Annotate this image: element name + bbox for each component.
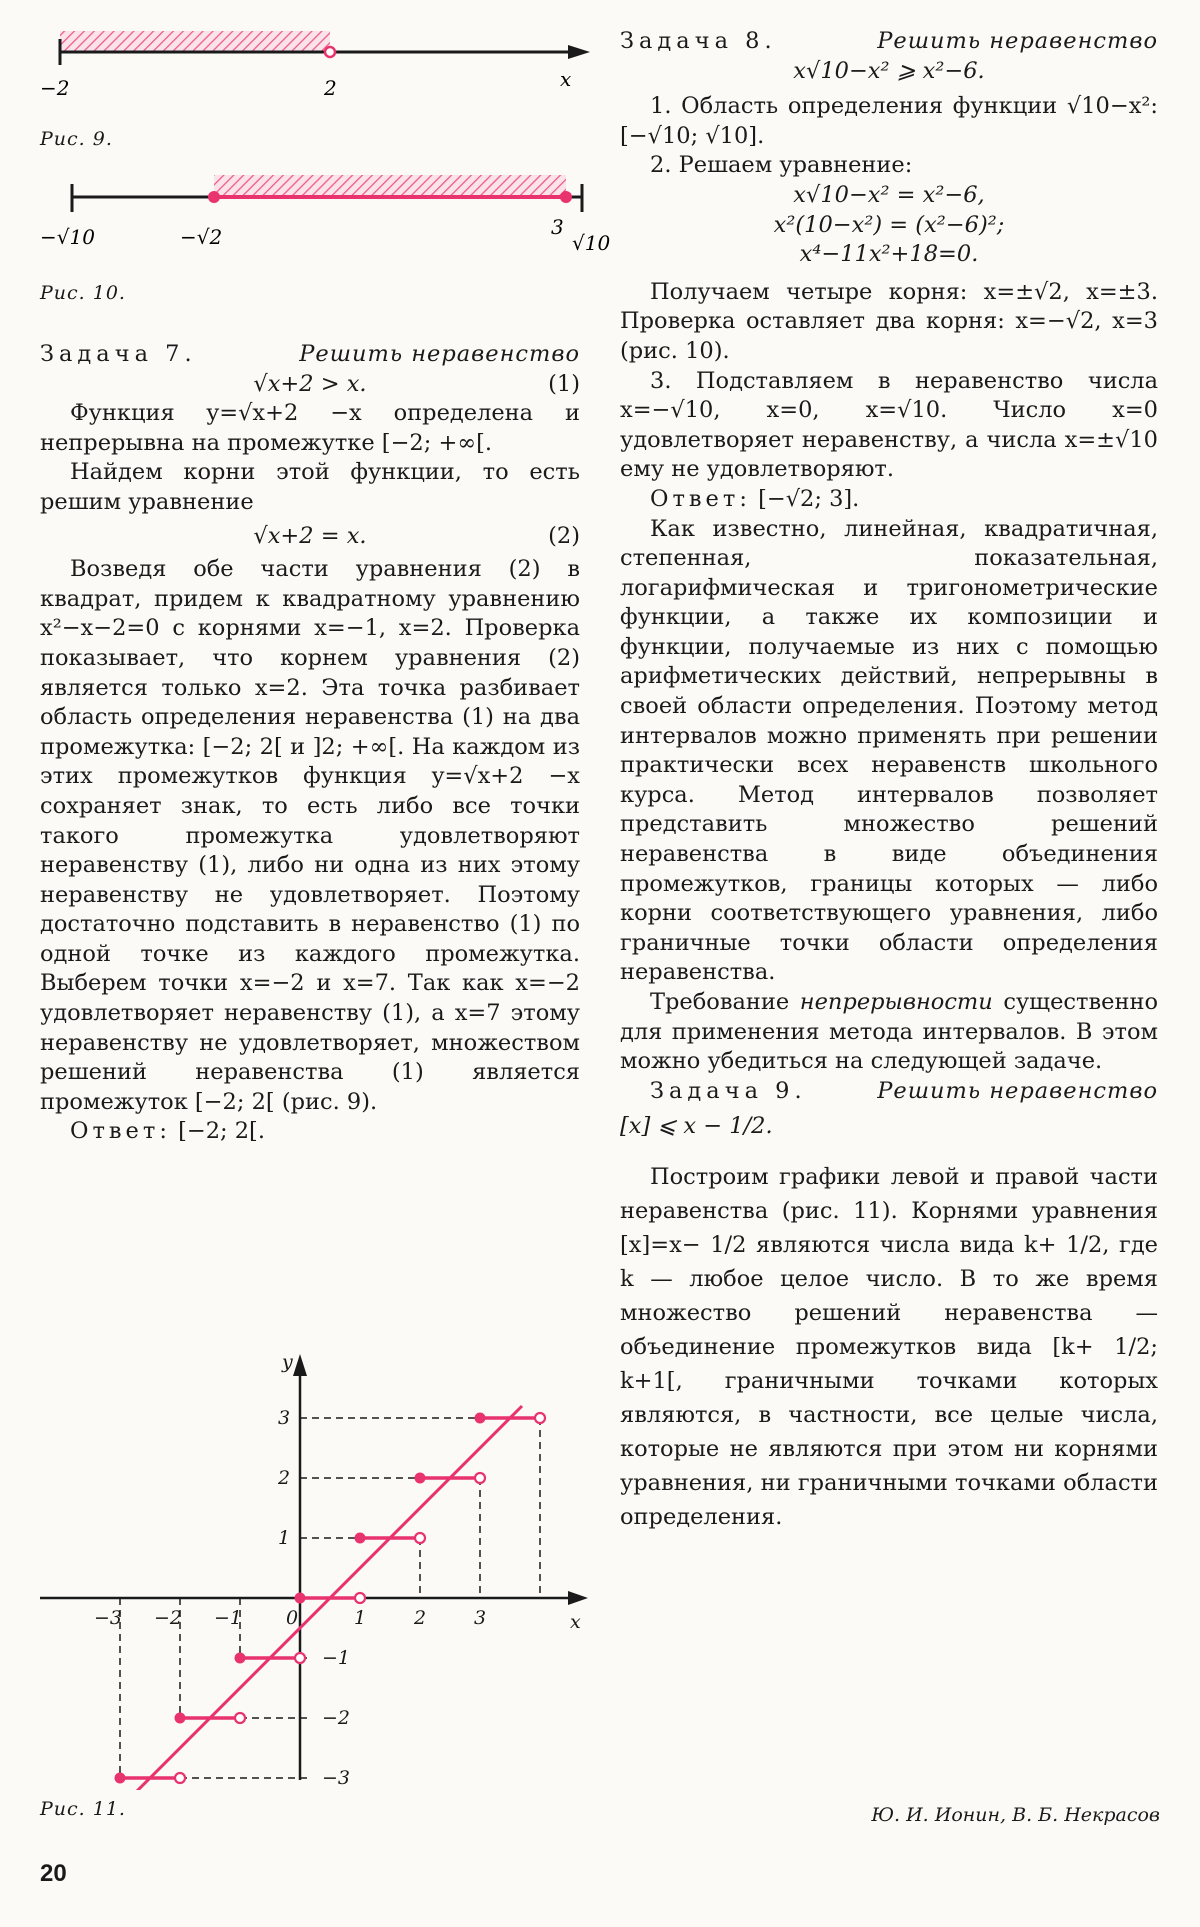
left-p1: Функция y=√x+2 −x определена и непрерывна на промежутке [−2; +∞[. <box>40 400 580 456</box>
right-column <box>620 27 1158 1534</box>
left-p2: Найдем корни этой функции, то есть решим уравнение <box>40 459 580 515</box>
y-tick-label: 1 <box>278 1527 291 1549</box>
step-closed-point <box>415 1473 426 1484</box>
fig9-label-neg2: −2 <box>40 76 70 100</box>
x-tick-label: −3 <box>94 1607 123 1629</box>
y-axis-arrow <box>293 1354 307 1376</box>
x-tick-label: 3 <box>474 1607 487 1629</box>
fig10-point-3 <box>560 191 572 203</box>
task8-step2: 2. Решаем уравнение: <box>650 152 913 179</box>
task7-command: Решить неравенство <box>299 341 580 367</box>
task8-roots: Получаем четыре корня: x=±√2, x=±3. Проверка оставляет два корня: x=−√2, x=3 (рис. 10). <box>620 278 1158 364</box>
task8-answer: [−√2; 3]. <box>758 485 860 512</box>
step-open-point <box>295 1653 305 1663</box>
task8-command: Решить неравенство <box>877 28 1158 54</box>
task8-step1: 1. Область определения функции √10−x²: [−√10; √10]. <box>620 93 1158 149</box>
step-open-point <box>475 1473 485 1483</box>
figure-11 <box>30 1340 590 1790</box>
fig10-label-neg-sqrt2: −√2 <box>180 225 223 249</box>
x-axis-label: x <box>570 1611 581 1633</box>
figure-9 <box>30 25 590 105</box>
fig10-caption: Рис. 10. <box>40 282 126 304</box>
task9-solution: Построим графики левой и правой части неравенства (рис. 11). Корнями уравнения [x]=x− 1/2 являются числа вида k+ 1/2, где k — любое целое число. В то же время множество решений неравенства — объединение промежутков вида [k+ 1/2; k+1[, граничными точками которых являются, в частности, все целые числа, которые не являются при этом ни корнями уравнения, ни граничными точками области определения. <box>620 1163 1158 1530</box>
task8-eq2: x²(10−x²) = (x²−6)²; <box>773 211 1005 238</box>
task7-equation: √x+2 > x. (1) <box>253 370 580 397</box>
task8-eq1: x√10−x² = x²−6, <box>793 181 985 208</box>
task7-answer-label: Ответ: <box>70 1118 171 1145</box>
page-number: 20 <box>40 1860 67 1887</box>
origin-label: 0 <box>286 1607 299 1629</box>
y-tick-label: −1 <box>322 1647 351 1669</box>
step-open-point <box>175 1773 185 1783</box>
step-closed-point <box>175 1713 186 1724</box>
step-open-point <box>415 1533 425 1543</box>
y-tick-label: 3 <box>278 1407 291 1429</box>
x-axis-arrow <box>568 1591 588 1605</box>
x-tick-label: 2 <box>414 1607 427 1629</box>
fig10-shaded-interval <box>214 175 566 197</box>
left-column <box>40 340 580 1147</box>
step-open-point <box>355 1593 365 1603</box>
step-closed-point <box>115 1773 126 1784</box>
task7-answer: [−2; 2[. <box>178 1118 265 1145</box>
task9-title: Задача 9. <box>650 1077 807 1104</box>
x-tick-label: −1 <box>214 1607 243 1629</box>
x-tick-label: 1 <box>354 1607 367 1629</box>
y-tick-label: −2 <box>322 1707 351 1729</box>
fig10-point-neg-sqrt2 <box>208 191 220 203</box>
figure-10 <box>30 170 610 260</box>
y-axis-label: y <box>282 1351 293 1373</box>
fig9-shaded-interval <box>60 31 330 53</box>
equation-2: √x+2 = x. (2) <box>253 522 580 549</box>
fig9-label-x: x <box>560 67 572 91</box>
task8-answer-label: Ответ: <box>650 485 751 512</box>
step-open-point <box>535 1413 545 1423</box>
task8-step3: 3. Подставляем в неравенство числа x=−√10, x=0, x=√10. Число x=0 удовлетворяет неравенству, а числа x=±√10 ему не удовлетворяют. <box>620 367 1158 483</box>
step-closed-point <box>355 1533 366 1544</box>
task7-title: Задача 7. <box>40 341 197 367</box>
fig11-graph <box>40 1351 588 1790</box>
fig10-label-3: 3 <box>551 215 564 239</box>
task9-command: Решить неравенство <box>877 1077 1158 1104</box>
interval-method-paragraph: Как известно, линейная, квадратичная, степенная, показательная, логарифмическая и тригонометрические функции, а также их композиции и функции, получаемые из них с помощью арифметических действий, непрерывны в своей области определения. Поэтому метод интервалов можно применять при решении практически всех неравенств школьного курса. Метод интервалов позволяет представить множество решений неравенства в виде объединения промежутков, границы которых — либо корни соответствующего уравнения, либо граничные точки области определения неравенства. <box>620 515 1158 986</box>
step-closed-point <box>475 1413 486 1424</box>
y-tick-label: −3 <box>322 1767 351 1789</box>
authors: Ю. И. Ионин, В. Б. Некрасов <box>871 1804 1160 1826</box>
y-tick-label: 2 <box>278 1467 291 1489</box>
fig9-caption: Рис. 9. <box>40 128 113 150</box>
task8-eq3: x⁴−11x²+18=0. <box>799 241 979 268</box>
task8-equation: x√10−x² ⩾ x²−6. <box>793 57 985 84</box>
task8-title: Задача 8. <box>620 28 777 54</box>
left-p3: Возведя обе части уравнения (2) в квадрат, придем к квадратному уравнению x²−x−2=0 с корнями x=−1, x=2. Проверка показывает, что корнем уравнения (2) является только x=2. Эта точка разбивает область определения неравенства (1) на два промежутка: [−2; 2[ и ]2; +∞[. На каждом из этих промежутков функция y=√x+2 −x сохраняет знак, то есть либо все точки такого промежутка удовлетворяют неравенству (1), либо ни одна из них этому неравенству не удовлетворяет. Поэтому достаточно подставить в неравенство (1) по одной точке из каждого промежутка. Выберем точки x=−2 и x=7. Так как x=−2 удовлетворяет неравенству (1), а x=7 этому неравенству не удовлетворяет, множеством решений неравенства (1) является промежуток [−2; 2[ (рис. 9). <box>40 556 580 1115</box>
fig11-caption: Рис. 11. <box>40 1798 126 1820</box>
step-closed-point <box>235 1653 246 1664</box>
x-tick-label: −2 <box>154 1607 183 1629</box>
task9-equation: [x] ⩽ x − 1/2. <box>620 1113 773 1140</box>
fig10-label-sqrt10: √10 <box>572 231 610 255</box>
fig9-open-point <box>325 47 335 57</box>
fig9-label-2: 2 <box>324 76 337 100</box>
step-open-point <box>235 1713 245 1723</box>
fig10-label-neg-sqrt10: −√10 <box>40 225 95 249</box>
continuity-paragraph: Требование непрерывности существенно для применения метода интервалов. В этом можно убедиться на следующей задаче. <box>620 989 1158 1075</box>
step-closed-point <box>295 1593 306 1604</box>
